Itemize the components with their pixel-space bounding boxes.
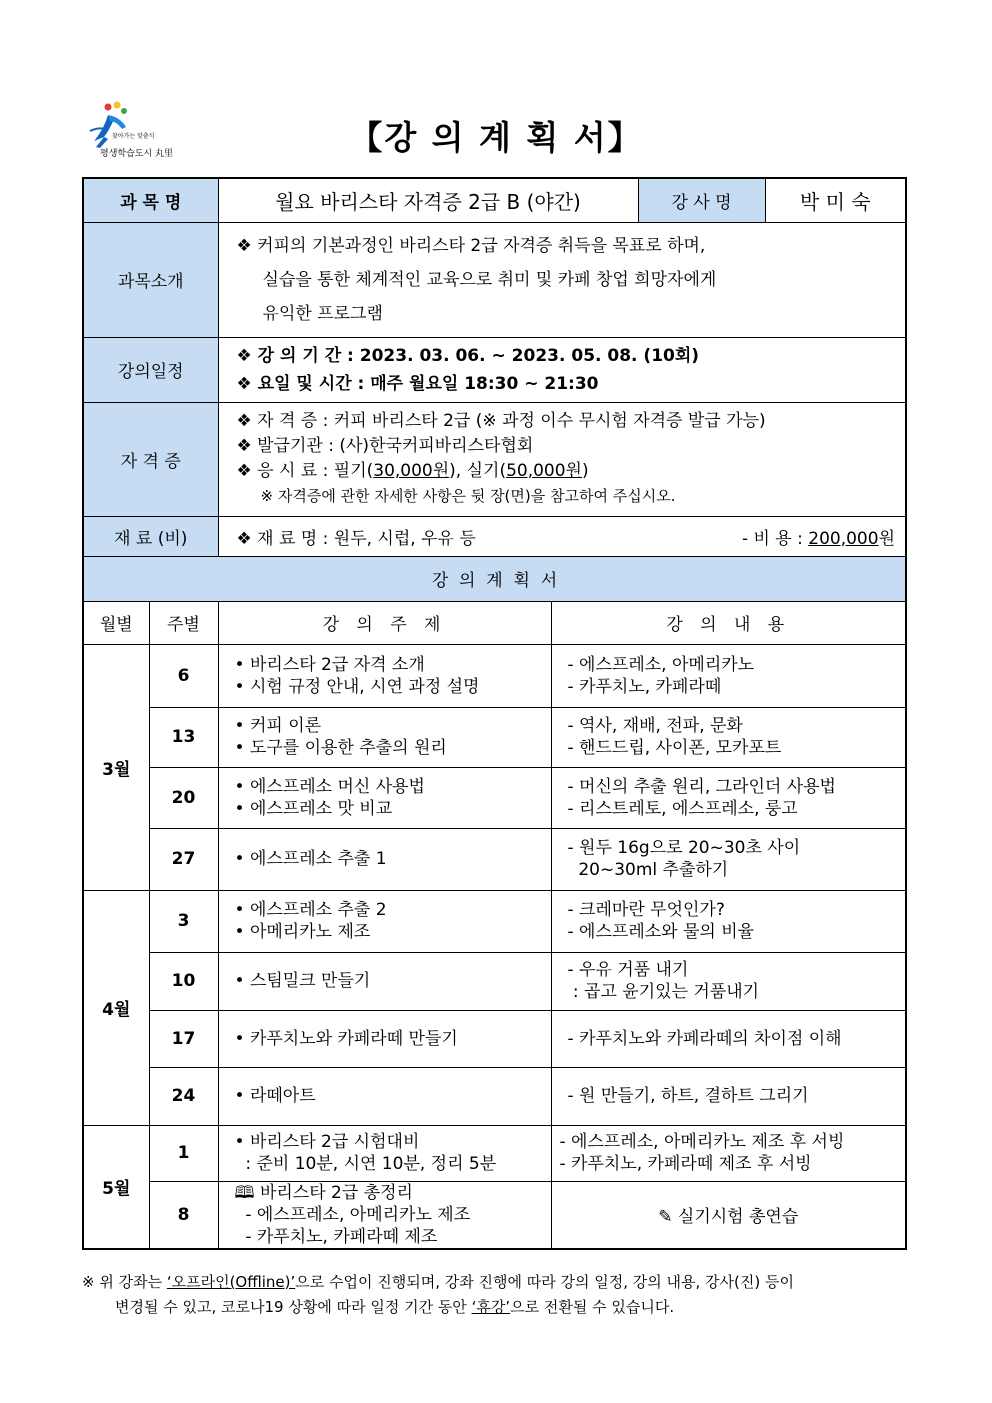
fee-mid: ), 실기( xyxy=(449,461,507,481)
content-line: - 머신의 추출 원리, 그라인더 사용법 xyxy=(567,776,836,797)
table-row xyxy=(83,707,906,767)
certificate-text xyxy=(218,402,906,516)
topic-cell xyxy=(218,890,551,952)
week-cell: 1 xyxy=(149,1125,218,1181)
material-row xyxy=(83,516,906,556)
topic-cell xyxy=(218,1010,551,1067)
week-cell: 20 xyxy=(149,767,218,828)
plan-section-header-row xyxy=(83,556,906,601)
content-line: - 우유 거품 내기 xyxy=(567,960,689,980)
content-line: - 리스트레토, 에스프레소, 룽고 xyxy=(567,798,798,819)
footer-closure: ‘휴강’ xyxy=(471,1298,511,1316)
subject-label: 과 목 명 xyxy=(83,178,218,222)
content-line: - 에스프레소, 아메리카노 제조 후 서빙 xyxy=(559,1132,845,1152)
intro-row xyxy=(83,222,906,337)
cost-suffix: 원 xyxy=(878,528,896,549)
instructor-value: 박 미 숙 xyxy=(765,178,906,222)
topic-cell xyxy=(218,644,551,707)
content-line: - 카푸치노, 카페라떼 제조 후 서빙 xyxy=(559,1154,812,1174)
topic-line: • 에스프레소 추출 1 xyxy=(234,849,387,869)
certificate-fee xyxy=(237,459,896,484)
content-cell xyxy=(551,1067,906,1125)
footer-line xyxy=(82,1295,912,1320)
material-label: 재 료 (비) xyxy=(83,516,218,556)
topic-cell xyxy=(218,1067,551,1125)
content-cell: ✎ 실기시험 총연습 xyxy=(551,1181,906,1249)
content-cell xyxy=(551,952,906,1010)
material-items: ❖ 재 료 명 : 원두, 시럽, 우유 등 xyxy=(236,528,476,549)
content-line: - 핸드드립, 사이폰, 모카포트 xyxy=(567,738,782,758)
intro-line: ❖ 커피의 기본과정인 바리스타 2급 자격증 취득을 목표로 하며, xyxy=(236,235,706,256)
instructor-label: 강 사 명 xyxy=(638,178,765,222)
topic-cell xyxy=(218,707,551,767)
table-row xyxy=(83,767,906,828)
content-line: 20~30ml 추출하기 xyxy=(567,860,729,880)
cost-prefix: - 비 용 : xyxy=(741,528,809,549)
certificate-issuer: ❖ 발급기관 : (사)한국커피바리스타협회 xyxy=(236,436,534,456)
footer-text: 변경될 수 있고, 코로나19 상황에 따라 일정 기간 동안 xyxy=(115,1298,472,1316)
plan-column-headers xyxy=(83,601,906,644)
intro-line: 실습을 통한 체계적인 교육으로 취미 및 카페 창업 희망자에게 xyxy=(262,269,717,290)
week-cell: 13 xyxy=(149,707,218,767)
subject-row xyxy=(83,178,906,222)
content-cell xyxy=(551,890,906,952)
table-row xyxy=(83,1125,906,1181)
topic-header: 강 의 주 제 xyxy=(218,601,551,644)
content-header: 강 의 내 용 xyxy=(551,601,906,644)
table-row xyxy=(83,828,906,890)
footer-offline: ‘오프라인(Offline)’ xyxy=(166,1273,296,1291)
week-cell: 17 xyxy=(149,1010,218,1067)
content-line: - 카푸치노와 카페라떼의 차이점 이해 xyxy=(567,1028,842,1049)
lecture-plan-table xyxy=(82,177,907,1250)
topic-cell xyxy=(218,767,551,828)
schedule-label: 강의일정 xyxy=(83,337,218,402)
week-cell: 8 xyxy=(149,1181,218,1249)
content-line: : 곱고 윤기있는 거품내기 xyxy=(567,982,760,1002)
intro-label: 과목소개 xyxy=(83,222,218,337)
schedule-period: ❖ 강 의 기 간 : 2023. 03. 06. ~ 2023. 05. 08. (10회) xyxy=(236,345,700,366)
month-cell: 4월 xyxy=(83,890,149,1125)
topic-line: 🕮 바리스타 2급 총정리 xyxy=(234,1182,413,1203)
content-cell xyxy=(551,707,906,767)
content-cell xyxy=(551,828,906,890)
content-cell xyxy=(551,1010,906,1067)
content-line: - 에스프레소, 아메리카노 xyxy=(567,654,755,675)
schedule-time: ❖ 요일 및 시간 : 매주 월요일 18:30 ~ 21:30 xyxy=(236,373,599,394)
week-cell: 24 xyxy=(149,1067,218,1125)
topic-line: • 에스프레소 추출 2 xyxy=(234,900,387,920)
table-row xyxy=(83,1067,906,1125)
cost-value: 200,000 xyxy=(808,528,879,549)
written-fee: 30,000원 xyxy=(373,461,450,481)
content-line: - 에스프레소와 물의 비율 xyxy=(567,922,755,942)
topic-line: • 바리스타 2급 시험대비 xyxy=(234,1132,420,1152)
week-header: 주별 xyxy=(149,601,218,644)
fee-prefix: ❖ 응 시 료 : 필기( xyxy=(236,461,374,481)
topic-line: • 라떼아트 xyxy=(234,1086,316,1106)
topic-line: • 도구를 이용한 추출의 원리 xyxy=(234,738,447,758)
week-cell: 27 xyxy=(149,828,218,890)
topic-line: • 카푸치노와 카페라떼 만들기 xyxy=(234,1028,458,1049)
month-cell: 5월 xyxy=(83,1125,149,1249)
logo-text: 평생학습도시 丸里 xyxy=(100,149,174,159)
topic-line: • 에스프레소 맛 비교 xyxy=(234,798,393,819)
content-cell xyxy=(551,644,906,707)
month-cell: 3월 xyxy=(83,644,149,890)
certificate-row xyxy=(83,402,906,516)
topic-line: - 에스프레소, 아메리카노 제조 xyxy=(234,1204,471,1225)
topic-line: • 스팀밀크 만들기 xyxy=(234,971,371,991)
content-line: - 역사, 재배, 전파, 문화 xyxy=(567,716,743,736)
content-cell xyxy=(551,767,906,828)
schedule-row xyxy=(83,337,906,402)
table-row xyxy=(83,890,906,952)
subject-value: 월요 바리스타 자격증 2급 B (야간) xyxy=(218,178,638,222)
certificate-name: ❖ 자 격 증 : 커피 바리스타 2급 (※ 과정 이수 무시험 자격증 발급 가능) xyxy=(236,411,766,431)
schedule-text xyxy=(218,337,906,402)
material-cost xyxy=(742,524,895,549)
topic-line: • 시험 규정 안내, 시연 과정 설명 xyxy=(234,676,480,697)
logo-tagline: 찾아가는 맞춤식 xyxy=(112,133,155,140)
topic-line: • 에스프레소 머신 사용법 xyxy=(234,776,425,797)
topic-cell xyxy=(218,1125,551,1181)
topic-cell xyxy=(218,828,551,890)
week-cell: 10 xyxy=(149,952,218,1010)
topic-line: • 커피 이론 xyxy=(234,716,322,736)
content-line: - 크레마란 무엇인가? xyxy=(567,900,725,920)
week-cell: 3 xyxy=(149,890,218,952)
week-cell: 6 xyxy=(149,644,218,707)
intro-line: 유익한 프로그램 xyxy=(262,303,383,324)
content-line: - 원두 16g으로 20~30초 사이 xyxy=(567,838,801,858)
footer-note xyxy=(82,1270,912,1320)
footer-text: 으로 전환될 수 있습니다. xyxy=(510,1298,675,1316)
topic-cell xyxy=(218,952,551,1010)
page-title: 【강 의 계 획 서】 xyxy=(349,118,643,157)
certificate-label: 자 격 증 xyxy=(83,402,218,516)
material-text xyxy=(218,516,906,556)
intro-text xyxy=(218,222,906,337)
footer-text: ※ 위 강좌는 xyxy=(82,1273,167,1291)
topic-line: - 카푸치노, 카페라떼 제조 xyxy=(234,1226,438,1247)
footer-line xyxy=(82,1270,912,1295)
topic-cell xyxy=(218,1181,551,1249)
table-row xyxy=(83,644,906,707)
topic-line: : 준비 10분, 시연 10분, 정리 5분 xyxy=(234,1154,497,1174)
topic-line: • 아메리카노 제조 xyxy=(234,922,371,942)
practical-fee: 50,000원 xyxy=(506,461,582,481)
fee-suffix: ) xyxy=(581,461,589,481)
table-row xyxy=(83,1181,906,1249)
table-row xyxy=(83,1010,906,1067)
content-line: - 카푸치노, 카페라떼 xyxy=(567,676,722,697)
month-header: 월별 xyxy=(83,601,149,644)
topic-line: • 바리스타 2급 자격 소개 xyxy=(234,654,425,675)
content-line: - 원 만들기, 하트, 결하트 그리기 xyxy=(567,1086,809,1106)
content-cell xyxy=(551,1125,906,1181)
certificate-note: ※ 자격증에 관한 자세한 사항은 뒷 장(면)을 참고하여 주십시오. xyxy=(260,487,676,505)
table-row xyxy=(83,952,906,1010)
footer-text: 으로 수업이 진행되며, 강좌 진행에 따라 강의 일정, 강의 내용, 강사(진) 등이 xyxy=(295,1273,794,1291)
plan-section-title: 강 의 계 획 서 xyxy=(83,556,906,601)
